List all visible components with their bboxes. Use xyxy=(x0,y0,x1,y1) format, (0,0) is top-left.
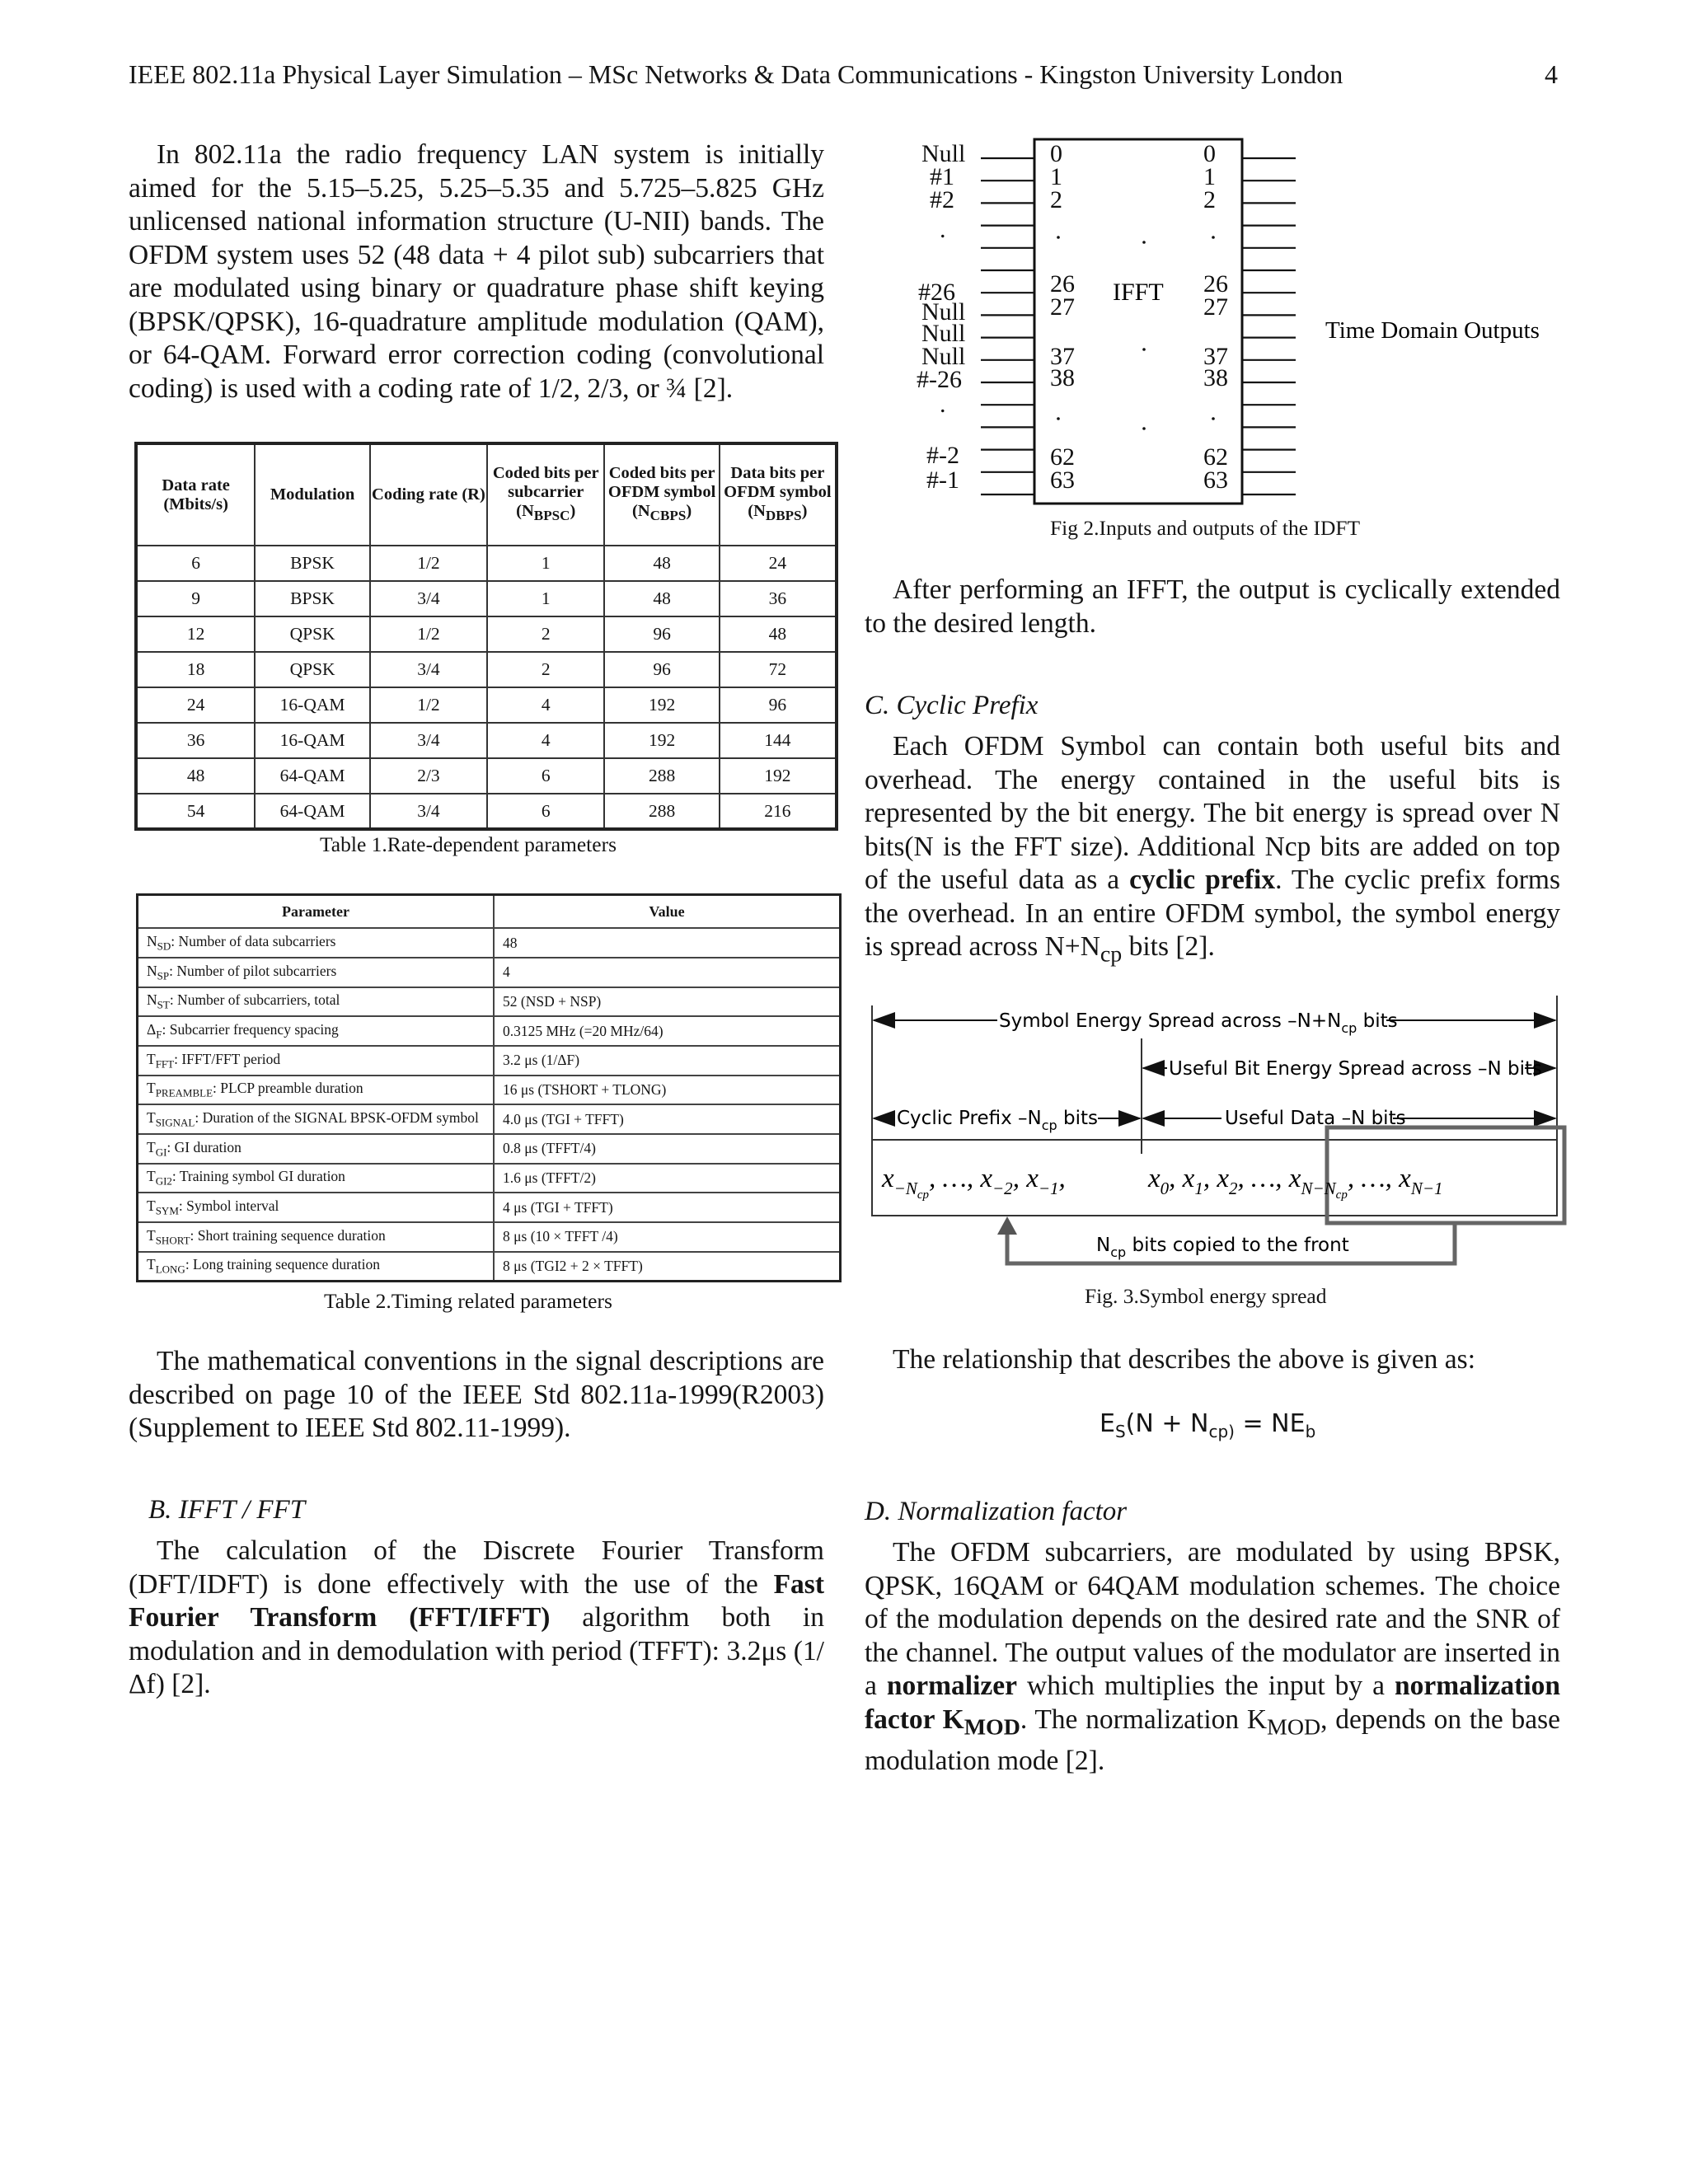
ifft-input-label: Null xyxy=(921,140,966,167)
table1-header: Modulation xyxy=(255,443,370,546)
table1-cell: 48 xyxy=(604,581,719,616)
table1-cell: 1 xyxy=(487,546,604,581)
table1-row xyxy=(136,687,837,723)
ellipsis-dot xyxy=(1142,348,1146,351)
time-domain-outputs-label: Time Domain Outputs xyxy=(1325,317,1540,344)
table2-parameter: $T_{GI}$: GI duration xyxy=(138,1134,495,1164)
table1-cell: 48 xyxy=(720,616,837,652)
table1-cell: 4 xyxy=(487,723,604,758)
ifft-index-label: 37 xyxy=(1050,343,1075,370)
table1-cell: 16-QAM xyxy=(255,687,370,723)
ellipsis-dot xyxy=(1142,427,1146,430)
table1-cell: BPSK xyxy=(255,581,370,616)
table1-cell: 24 xyxy=(720,546,837,581)
table2-parameter: $T_{FFT}$: IFFT/FFT period xyxy=(138,1046,495,1076)
table2-row xyxy=(138,1016,841,1046)
table1-cell: 3/4 xyxy=(370,652,487,687)
ifft-input-label: Null xyxy=(921,298,966,326)
table2-row xyxy=(138,987,841,1017)
table2-caption: Table 2.Timing related parameters xyxy=(324,1289,612,1313)
ifft-input-label: #1 xyxy=(930,163,954,190)
ellipsis-dot xyxy=(1212,236,1215,239)
conventions-text: The mathematical conventions in the signal descriptions are described on page 10 of the IEEE Std 802.11a-1999(R2003) (Supplement to IEEE Std 802.11-1999). xyxy=(129,1346,824,1443)
table1-cell: 216 xyxy=(720,794,837,829)
table2-value: 0.3125 MHz (=20 MHz/64) xyxy=(494,1016,841,1046)
table1-cell: 2 xyxy=(487,652,604,687)
table1-cell: 1 xyxy=(487,581,604,616)
table2-value: 48 xyxy=(494,928,841,958)
table1-cell: 64-QAM xyxy=(255,758,370,794)
table1-row xyxy=(136,723,837,758)
table1-cell: 6 xyxy=(487,758,604,794)
table1-cell: 6 xyxy=(136,546,255,581)
ifft-index-label: 38 xyxy=(1050,364,1075,391)
ifft-index-label: 2 xyxy=(1050,186,1062,213)
fig2-caption: Fig 2.Inputs and outputs of the IDFT xyxy=(1050,516,1361,540)
ifft-input-label: Null xyxy=(921,320,966,347)
table1-cell: 96 xyxy=(604,652,719,687)
table2-row xyxy=(138,1222,841,1252)
rate-parameters-table xyxy=(134,442,838,831)
cyclic-prefix-label: Cyclic Prefix $-N_{cp}$ bits xyxy=(897,1108,1098,1133)
fft-bold: Fast Fourier Transform (FFT/IFFT) xyxy=(129,1568,824,1633)
table2-row xyxy=(138,928,841,958)
ifft-index-label: 63 xyxy=(1203,466,1228,494)
table1-row xyxy=(136,581,837,616)
ifft-input-label: #26 xyxy=(918,279,955,306)
table2-parameter: $T_{SYM}$: Symbol interval xyxy=(138,1193,495,1222)
ifft-index-label: 63 xyxy=(1050,466,1075,494)
relationship-text: The relationship that describes the above is given as: xyxy=(893,1344,1476,1375)
table2-parameter: $T_{PREAMBLE}$: PLCP preamble duration xyxy=(138,1076,495,1105)
table1-cell: 288 xyxy=(604,758,719,794)
table1-cell: 144 xyxy=(720,723,837,758)
table2-value: 8 μs (TGI2 + 2 × TFFT) xyxy=(494,1252,841,1282)
table1-cell: 288 xyxy=(604,794,719,829)
ifft-index-label: 38 xyxy=(1203,364,1228,391)
table1-cell: QPSK xyxy=(255,616,370,652)
table1-row xyxy=(136,616,837,652)
energy-equation: $E_S(N + N_{cp)} = NE_b$ xyxy=(1100,1409,1316,1441)
running-header: IEEE 802.11a Physical Layer Simulation – MSc Networks & Data Communications - Kingston University London xyxy=(129,59,1343,89)
timing-parameters-table xyxy=(136,893,842,1282)
table1-cell: 96 xyxy=(604,616,719,652)
table2-value: 8 μs (10 × TFFT /4) xyxy=(494,1222,841,1252)
page-number: 4 xyxy=(1545,59,1558,89)
table1-cell: 16-QAM xyxy=(255,723,370,758)
table2-header-row xyxy=(138,895,841,929)
table2-row xyxy=(138,958,841,987)
ifft-inputs-outputs-figure xyxy=(907,135,1550,514)
ifft-input-label: #-2 xyxy=(926,442,959,469)
ellipsis-dot xyxy=(1212,417,1215,420)
ifft-index-label: 62 xyxy=(1050,443,1075,471)
ifft-index-label: 1 xyxy=(1050,163,1062,190)
after-ifft-text: After performing an IFFT, the output is cyclically extended to the desired length. xyxy=(865,574,1560,639)
table2-parameter: $T_{GI2}$: Training symbol GI duration xyxy=(138,1164,495,1193)
table1-cell: 3/4 xyxy=(370,581,487,616)
table1-cell: 1/2 xyxy=(370,616,487,652)
table1-caption: Table 1.Rate-dependent parameters xyxy=(320,832,617,856)
table1-cell: 3/4 xyxy=(370,794,487,829)
table1-row xyxy=(136,758,837,794)
table1-header-row xyxy=(136,443,837,546)
table2-header: Parameter xyxy=(138,895,495,929)
table2-value: 0.8 μs (TFFT/4) xyxy=(494,1134,841,1164)
table1-cell: 12 xyxy=(136,616,255,652)
useful-data-label: Useful Data –N bits xyxy=(1225,1108,1406,1129)
table2-parameter: $N_{SD}$: Number of data subcarriers xyxy=(138,928,495,958)
table2-parameter: $N_{ST}$: Number of subcarriers, total xyxy=(138,987,495,1017)
ifft-input-label: #-26 xyxy=(917,366,962,393)
table1-cell: QPSK xyxy=(255,652,370,687)
ellipsis-dot xyxy=(1142,241,1146,244)
ifft-index-label: 0 xyxy=(1203,140,1216,167)
cyclic-prefix-bold: cyclic prefix xyxy=(1129,865,1276,895)
section-c-heading: C. Cyclic Prefix xyxy=(865,691,1039,720)
table1-cell: 192 xyxy=(604,723,719,758)
table2-row xyxy=(138,1134,841,1164)
ifft-box-title: IFFT xyxy=(1113,279,1164,306)
ifft-input-label: Null xyxy=(921,343,966,370)
table1-cell: 18 xyxy=(136,652,255,687)
table1-header: Coding rate (R) xyxy=(370,443,487,546)
table1-cell: 36 xyxy=(136,723,255,758)
table2-row xyxy=(138,1076,841,1105)
table2-value: 52 (NSD + NSP) xyxy=(494,987,841,1017)
table1-cell: 4 xyxy=(487,687,604,723)
table1-cell: 72 xyxy=(720,652,837,687)
ifft-index-label: 62 xyxy=(1203,443,1228,471)
useful-samples: $x_0$, $x_1$, $x_2$, …, $x_{N-N_{cp}}$, …, $x_{N-1}$ xyxy=(1148,1164,1443,1202)
after-ifft-paragraph xyxy=(865,574,1560,640)
table1-row xyxy=(136,546,837,581)
conventions-paragraph xyxy=(129,1345,824,1446)
ifft-input-label: . xyxy=(940,391,946,418)
ifft-index-label: 2 xyxy=(1203,186,1216,213)
table2-row xyxy=(138,1104,841,1134)
symbol-energy-spread-figure xyxy=(865,989,1574,1269)
table1-cell: 192 xyxy=(604,687,719,723)
table2-row xyxy=(138,1193,841,1222)
intro-paragraph xyxy=(129,138,824,405)
ifft-index-label: 27 xyxy=(1050,293,1075,321)
ifft-index-label: 0 xyxy=(1050,140,1062,167)
useful-energy-label: Useful Bit Energy Spread across –N bits xyxy=(1169,1058,1543,1080)
table1-cell: 1/2 xyxy=(370,546,487,581)
ellipsis-dot xyxy=(1057,236,1060,239)
table1-header: Data bits per OFDM symbol $(N_{DBPS})$ xyxy=(720,443,837,546)
table2-value: 4 xyxy=(494,958,841,987)
table1-cell: 1/2 xyxy=(370,687,487,723)
table1-cell: 192 xyxy=(720,758,837,794)
table1-cell: 48 xyxy=(604,546,719,581)
ifft-input-label: . xyxy=(940,216,946,243)
intro-text: In 802.11a the radio frequency LAN system is initially aimed for the 5.15–5.25, 5.25–5.35 and 5.725–5.825 GHz unlicensed national information structure (U-NII) bands. The OFDM system uses 52 (48 data + 4 pilot sub) subcarriers that are modulated using binary or quadrature phase shift keying (BPSK/QPSK), 16-quadrature amplitude modulation (QAM), or 64-QAM. Forward error correction coding (convolutional coding) is used with a coding rate of 1/2, 2/3, or ¾ [2]. xyxy=(129,139,824,404)
table1-cell: 6 xyxy=(487,794,604,829)
section-b-heading: B. IFFT / FFT xyxy=(148,1495,306,1525)
ifft-index-label: 26 xyxy=(1203,270,1228,298)
section-d-paragraph: The OFDM subcarriers, are modulated by using BPSK, QPSK, 16QAM or 64QAM modulation schemes. The choice of the modulation depends on the desired rate and the SNR of the channel. The output values of the modulator are inserted in a normalizer which multiplies the input by a normalization factor $K_{MOD}$. The normalization $K_{MOD}$, depends on the base modulation mode [2]. xyxy=(865,1537,1561,1776)
ifft-index-label: 27 xyxy=(1203,293,1228,321)
table1-cell: 2 xyxy=(487,616,604,652)
table2-value: 3.2 μs (1/ΔF) xyxy=(494,1046,841,1076)
table1-cell: 2/3 xyxy=(370,758,487,794)
table1-row xyxy=(136,652,837,687)
table1-header: Data rate (Mbits/s) xyxy=(136,443,255,546)
table2-row xyxy=(138,1046,841,1076)
table2-row xyxy=(138,1164,841,1193)
table2-parameter: $T_{SHORT}$: Short training sequence duration xyxy=(138,1222,495,1252)
ifft-index-label: 1 xyxy=(1203,163,1216,190)
section-d-heading: D. Normalization factor xyxy=(865,1497,1128,1526)
table2-value: 4 μs (TGI + TFFT) xyxy=(494,1193,841,1222)
ifft-index-label: 37 xyxy=(1203,343,1228,370)
table2-header: Value xyxy=(494,895,841,929)
table2-parameter: $T_{LONG}$: Long training sequence duration xyxy=(138,1252,495,1282)
ifft-input-label: #2 xyxy=(930,186,954,213)
ifft-input-label: #-1 xyxy=(926,466,959,494)
symbol-energy-label: Symbol Energy Spread across $-N+N_{cp}$ bits xyxy=(999,1010,1398,1036)
table1-cell: 36 xyxy=(720,581,837,616)
cyclic-prefix-samples: $x_{-N_{cp}}$, …, $x_{-2}$, $x_{-1}$, xyxy=(882,1164,1066,1202)
ifft-index-label: 26 xyxy=(1050,270,1075,298)
table2-value: 1.6 μs (TFFT/2) xyxy=(494,1164,841,1193)
table1-cell: 64-QAM xyxy=(255,794,370,829)
table2-value: 16 μs (TSHORT + TLONG) xyxy=(494,1076,841,1105)
table1-cell: 54 xyxy=(136,794,255,829)
table1-header: Coded bits per OFDM symbol $(N_{CBPS})$ xyxy=(604,443,719,546)
table1-cell: 48 xyxy=(136,758,255,794)
table2-parameter: $T_{SIGNAL}$: Duration of the SIGNAL BPSK-OFDM symbol xyxy=(138,1104,495,1134)
fig3-caption: Fig. 3.Symbol energy spread xyxy=(1085,1284,1327,1308)
table1-cell: 24 xyxy=(136,687,255,723)
table1-row xyxy=(136,794,837,829)
table2-value: 4.0 μs (TGI + TFFT) xyxy=(494,1104,841,1134)
table1-cell: 3/4 xyxy=(370,723,487,758)
copied-label: $N_{cp}$ bits copied to the front xyxy=(1096,1235,1349,1260)
section-c-paragraph: Each OFDM Symbol can contain both useful bits and overhead. The energy contained in the useful bits is represented by the bit energy. The bit energy is spread over N bits(N is the FFT size). Additional Ncp bits are added on top of the useful data as a cyclic prefix. The cyclic prefix forms the overhead. In an entire OFDM symbol, the symbol energy is spread across $N+N_{cp}$ bits [2]. xyxy=(865,731,1561,968)
table1-cell: BPSK xyxy=(255,546,370,581)
relationship-paragraph xyxy=(865,1343,1560,1377)
table2-parameter: $N_{SP}$: Number of pilot subcarriers xyxy=(138,958,495,987)
ellipsis-dot xyxy=(1057,417,1060,420)
table1-cell: 96 xyxy=(720,687,837,723)
table2-parameter: $\Delta_F$: Subcarrier frequency spacing xyxy=(138,1016,495,1046)
table1-header: Coded bits per subcarrier $(N_{BPSC})$ xyxy=(487,443,604,546)
table2-row xyxy=(138,1252,841,1282)
table1-cell: 9 xyxy=(136,581,255,616)
section-b-paragraph: The calculation of the Discrete Fourier Transform (DFT/IDFT) is done effectively with the use of the Fast Fourier Transform (FFT/IFFT) algorithm both in modulation and in demodulation with period (TFFT): 3.2μs (1/Δf) [2]. xyxy=(129,1535,824,1699)
